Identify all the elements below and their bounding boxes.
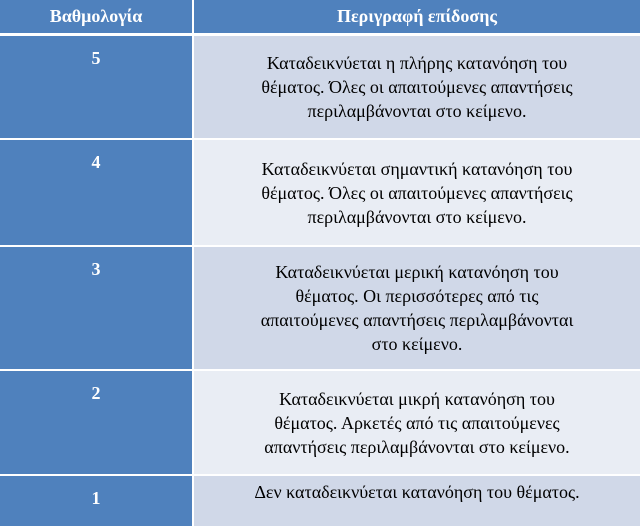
description-line: απαιτούμενες απαντήσεις περιλαμβάνονται — [260, 310, 574, 330]
description-line: Καταδεικνύεται μερική κατανόηση του — [275, 262, 559, 282]
header-description: Περιγραφή επίδοσης — [193, 0, 640, 35]
description-line: περιλαμβάνονται στο κείμενο. — [307, 206, 527, 227]
description-cell — [193, 139, 640, 246]
score-cell: 1 — [0, 475, 193, 527]
description-line: περιλαμβάνονται στο κείμενο. — [307, 101, 527, 121]
description-line: Καταδεικνύεται η πλήρης κατανόηση του — [266, 53, 568, 73]
description-line: θέματος. Αρκετές από τις απαιτούμενες — [274, 412, 560, 433]
description-cell — [193, 35, 640, 140]
header-score: Βαθμολογία — [0, 0, 193, 35]
score-cell: 2 — [0, 370, 193, 475]
description-line: Καταδεικνύεται μικρή κατανόηση του — [279, 388, 555, 409]
table-row — [0, 246, 640, 370]
score-cell: 4 — [0, 139, 193, 246]
description-cell — [193, 370, 640, 475]
score-cell: 3 — [0, 246, 193, 370]
description-line: Δεν καταδεικνύεται κατανόηση του θέματος. — [254, 482, 580, 502]
description-line: θέματος. Όλες οι απαιτούμενες απαντήσεις — [261, 182, 573, 203]
table-row — [0, 139, 640, 246]
table-row — [0, 35, 640, 140]
description-cell — [193, 246, 640, 370]
table-row — [0, 475, 640, 527]
table-row — [0, 370, 640, 475]
score-cell: 5 — [0, 35, 193, 140]
description-line: στο κείμενο. — [371, 334, 463, 354]
description-line: απαντήσεις περιλαμβάνονται στο κείμενο. — [264, 436, 570, 457]
header-row — [0, 0, 640, 35]
description-line: θέματος. Όλες οι απαιτούμενες απαντήσεις — [261, 77, 573, 97]
description-line: Καταδεικνύεται σημαντική κατανόηση του — [261, 158, 573, 179]
description-line: θέματος. Οι περισσότερες από τις — [295, 286, 539, 306]
description-cell — [193, 475, 640, 527]
